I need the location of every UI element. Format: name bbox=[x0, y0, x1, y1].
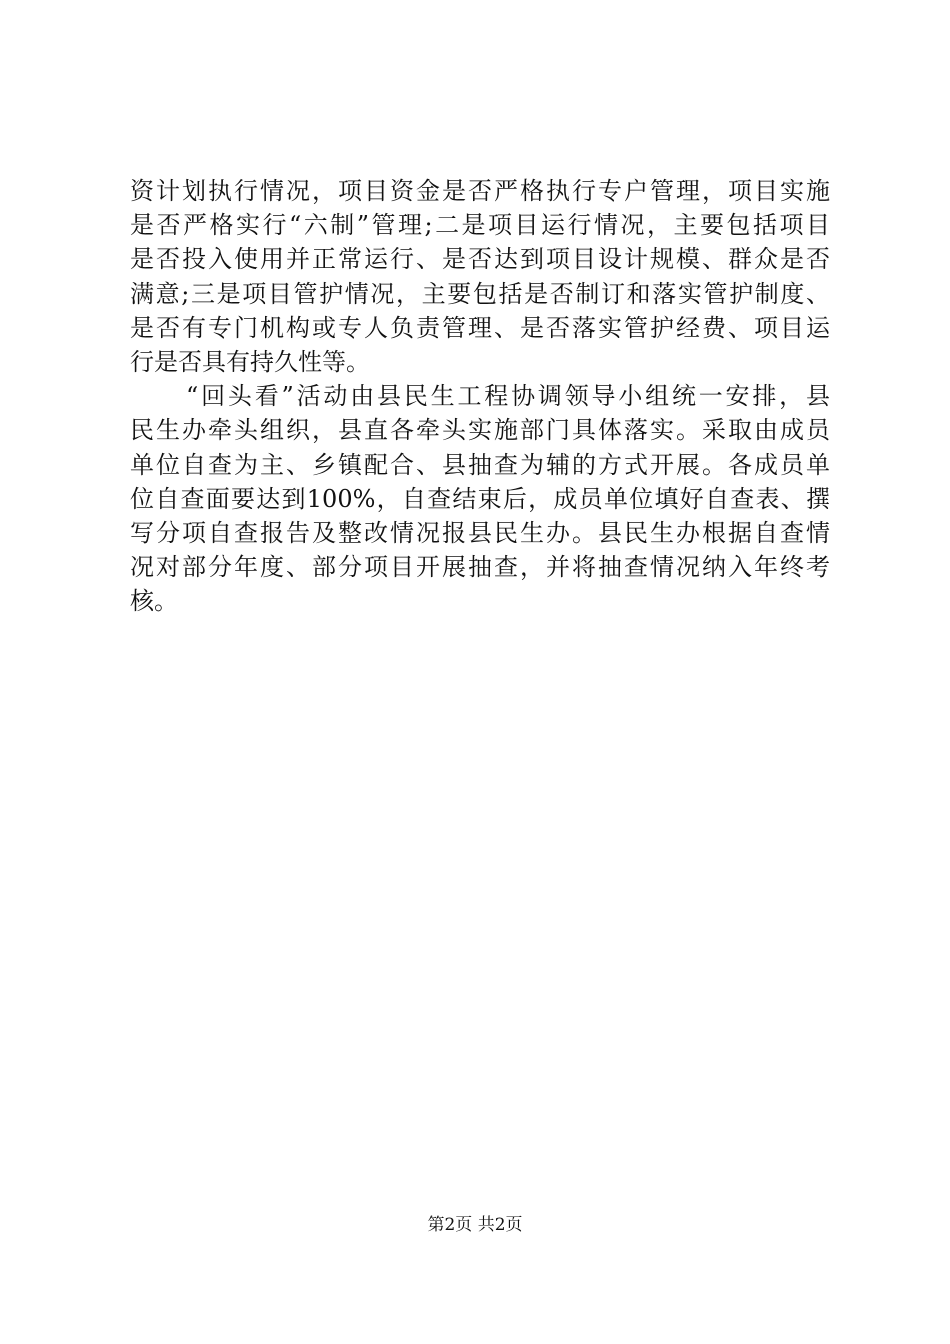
text-line: 况对部分年度、部分项目开展抽查，并将抽查情况纳入年终考 bbox=[130, 553, 830, 582]
text-line: 位自查面要达到100%，自查结束后，成员单位填好自查表、撰 bbox=[130, 484, 830, 513]
text-line: 是否投入使用并正常运行、是否达到项目设计规模、群众是否 bbox=[130, 245, 830, 274]
page-number-footer: 第2页 共2页 bbox=[427, 1215, 523, 1235]
text-line: 满意;三是项目管护情况，主要包括是否制订和落实管护制度、 bbox=[130, 279, 830, 308]
text-line: 是否严格实行“六制”管理;二是项目运行情况，主要包括项目 bbox=[130, 211, 830, 240]
text-line: 单位自查为主、乡镇配合、县抽查为辅的方式开展。各成员单 bbox=[130, 450, 830, 479]
body-text bbox=[130, 174, 830, 618]
text-line: 行是否具有持久性等。 bbox=[130, 347, 370, 376]
text-line: 写分项自查报告及整改情况报县民生办。县民生办根据自查情 bbox=[130, 518, 830, 547]
text-line: 核。 bbox=[130, 587, 178, 616]
text-line: 是否有专门机构或专人负责管理、是否落实管护经费、项目运 bbox=[130, 313, 830, 342]
text-line: 资计划执行情况，项目资金是否严格执行专户管理，项目实施 bbox=[130, 177, 830, 205]
text-line: 民生办牵头组织，县直各牵头实施部门具体落实。采取由成员 bbox=[130, 416, 830, 445]
paragraph-first-line: “回头看”活动由县民生工程协调领导小组统一安排，县 bbox=[186, 382, 830, 411]
